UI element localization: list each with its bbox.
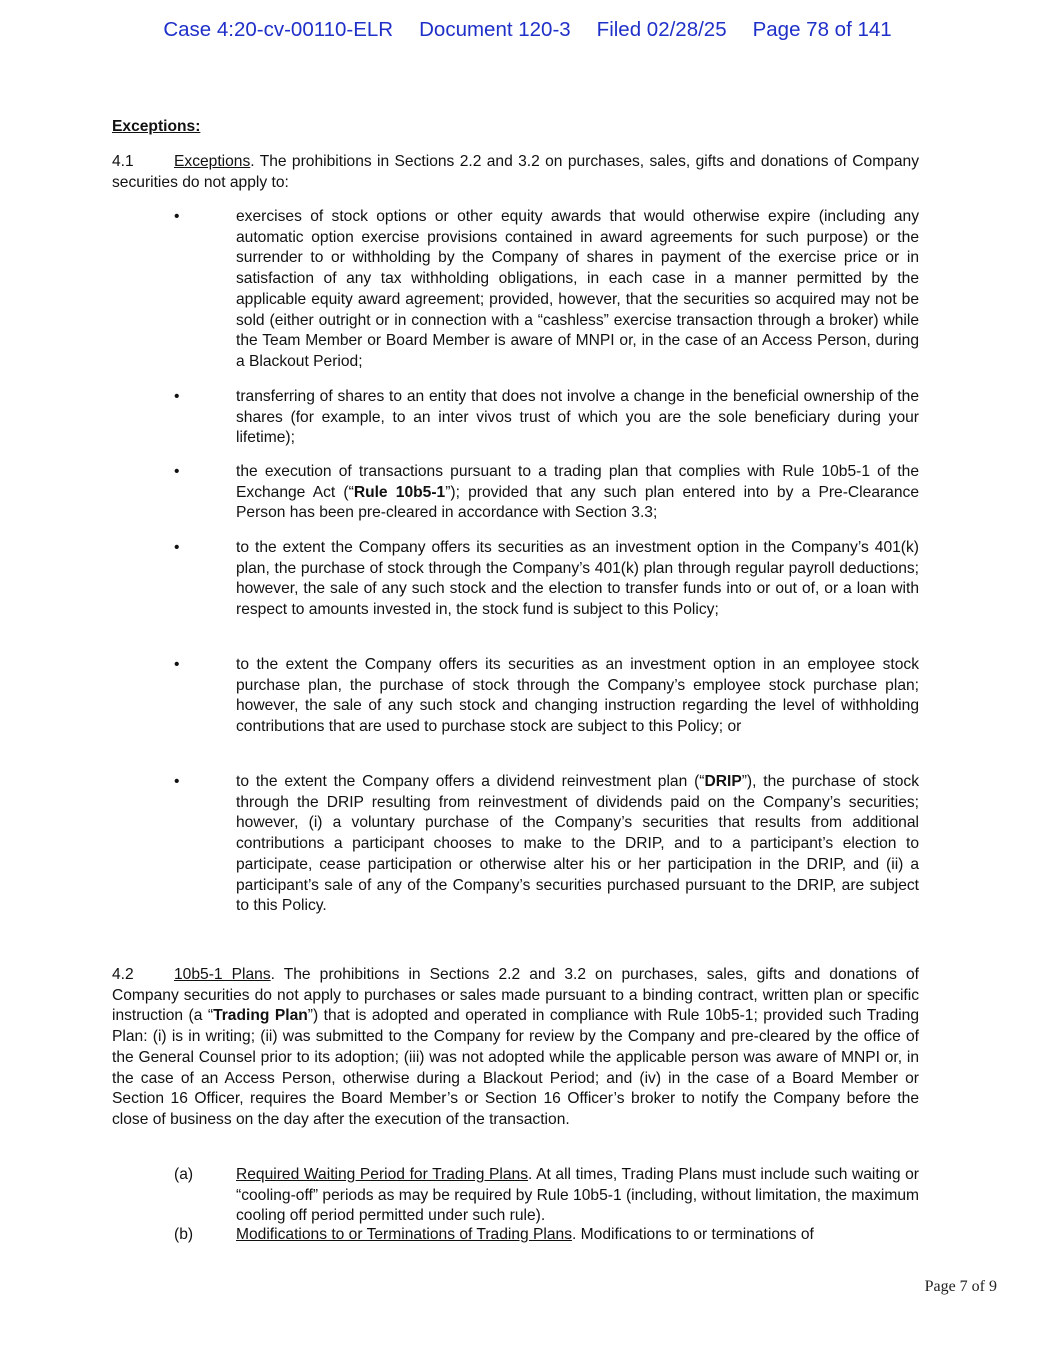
defined-term: DRIP (704, 773, 742, 790)
bullet-marker: • (174, 208, 180, 225)
subsection-text: . Modifications to or terminations of (572, 1226, 814, 1243)
subsection-title: Required Waiting Period for Trading Plans (236, 1166, 529, 1183)
header-page-number: Page 78 of 141 (752, 18, 892, 41)
bullet-2-block (112, 387, 919, 449)
bullet-marker: • (174, 773, 180, 790)
section-number: 4.2 (112, 966, 134, 983)
section-4-2-body (112, 965, 919, 1131)
section-text-post: ”) that is adopted and operated in compliance with Rule 10b5-1; provided such Trading Plan: (i) is in writing; (ii) was submitted to the Company for review by the Company and pre-cleared by the office of the General Counsel prior to its adoption; (iii) was not adopted while the applicable person was aware of MNPI or, in the case of an Access Person, otherwise during a Blackout Period; and (iv) in the case of a Board Member or Section 16 Officer, requires the Board Member’s or Section 16 Officer’s broker to notify the Company before the close of business on the day after the execution of the transaction. (112, 1007, 919, 1128)
bullet-3-block (112, 462, 919, 524)
bullet-text-pre: to the extent the Company offers a dividend reinvestment plan (“ (236, 773, 705, 790)
list-item (112, 538, 919, 621)
section-4-1-intro (112, 152, 919, 193)
bullet-marker: • (174, 463, 180, 480)
subsection-title: Modifications to or Terminations of Trading Plans (236, 1226, 573, 1243)
bullet-5-block (112, 655, 919, 738)
list-item (112, 1165, 919, 1227)
bullet-6-block (112, 772, 919, 917)
list-item (112, 462, 919, 524)
subsection-b-block (112, 1225, 919, 1246)
bullet-marker: • (174, 388, 180, 405)
section-4-2 (112, 965, 919, 1131)
bullet-text-post: ”); provided that any such plan entered into by a Pre-Clearance Person has been pre-cleared in accordance with Section 3.3; (236, 483, 920, 522)
section-text: . The prohibitions in Sections 2.2 and 3.2 on purchases, sales, gifts and donations of Company securities do not apply to: (112, 153, 919, 191)
list-item (112, 1225, 919, 1246)
section-4-1 (112, 152, 919, 193)
bullet-marker: • (174, 656, 180, 673)
bullet-1-block (112, 207, 919, 373)
defined-term: Rule 10b5-1 (353, 483, 446, 501)
bullet-text-pre: the execution of transactions pursuant to a trading plan that complies with Rule 10b5-1 of the Exchange Act (“ (236, 463, 919, 501)
list-item (112, 655, 919, 738)
section-title: Exceptions (174, 153, 251, 170)
list-item (112, 207, 919, 373)
page-footer: Page 7 of 9 (924, 1278, 997, 1295)
defined-term: Trading Plan (213, 1007, 308, 1025)
subsection-label: (b) (174, 1226, 194, 1243)
subsection-a-block (112, 1165, 919, 1227)
subsection-label: (a) (174, 1166, 194, 1183)
document-number: Document 120-3 (419, 18, 571, 41)
filed-date: Filed 02/28/25 (596, 18, 727, 41)
case-number: Case 4:20-cv-00110-ELR (163, 18, 394, 41)
section-number: 4.1 (112, 153, 134, 170)
bullet-text-post: ”), the purchase of stock through the DRIP resulting from reinvestment of dividends paid on the Company’s securities; however, (i) a voluntary purchase of the Company’s securities that results from additional contributions a participant chooses to make to the DRIP, and to a participant’s election to participate, cease participation or otherwise alter his or her participation in the DRIP, and (ii) a participant’s sale of any of the Company’s securities purchased pursuant to the DRIP, are subject to this Policy. (236, 773, 919, 915)
bullet-4-block (112, 538, 919, 621)
bullet-text: transferring of shares to an entity that does not involve a change in the beneficial ownership of the shares (for example, to an inter vivos trust of which you are the sole beneficiary during your lifetime); (236, 388, 919, 447)
bullet-marker: • (174, 539, 180, 556)
subsection-text: . At all times, Trading Plans must include such waiting or “cooling-off” periods as may be required by Rule 10b5-1 (including, without limitation, the maximum cooling off period permitted under such rule). (236, 1166, 920, 1225)
section-text-pre: . The prohibitions in Sections 2.2 and 3.2 on purchases, sales, gifts and donations of Company securities do not apply to purchases or sales made pursuant to a binding contract, written plan or specific instruction (a “ (112, 966, 919, 1025)
bullet-text: to the extent the Company offers its securities as an investment option in an employee stock purchase plan, the purchase of stock through the Company’s employee stock purchase plan; however, the sale of any such stock and changing instruction regarding the level of withholding contributions that are used to purchase stock are subject to this Policy; or (236, 656, 919, 736)
bullet-text: to the extent the Company offers its securities as an investment option in the Company’s 401(k) plan, the purchase of stock through the Company’s 401(k) plan through regular payroll deductions; however, the sale of any such stock and the election to transfer funds into or out of, or a loan with respect to amounts invested in, the stock fund is subject to this Policy; (236, 539, 919, 619)
list-item (112, 772, 919, 917)
section-heading: Exceptions: (112, 118, 201, 135)
list-item (112, 387, 919, 449)
case-header (0, 18, 1055, 42)
bullet-text: exercises of stock options or other equity awards that would otherwise expire (including any automatic option exercise provisions contained in award agreements for such purpose) or the surrender to or withholding by the Company of shares in payment of the exercise price or in satisfaction of any tax withholding obligations, in each case in a manner permitted by the applicable equity award agreement; provided, however, that the securities so acquired may not be sold (either outright or in connection with a “cashless” exercise transaction through a broker) while the Team Member or Board Member is aware of MNPI or, in the case of an Access Person, during a Blackout Period; (236, 208, 919, 370)
section-title: 10b5-1 Plans (174, 966, 271, 983)
